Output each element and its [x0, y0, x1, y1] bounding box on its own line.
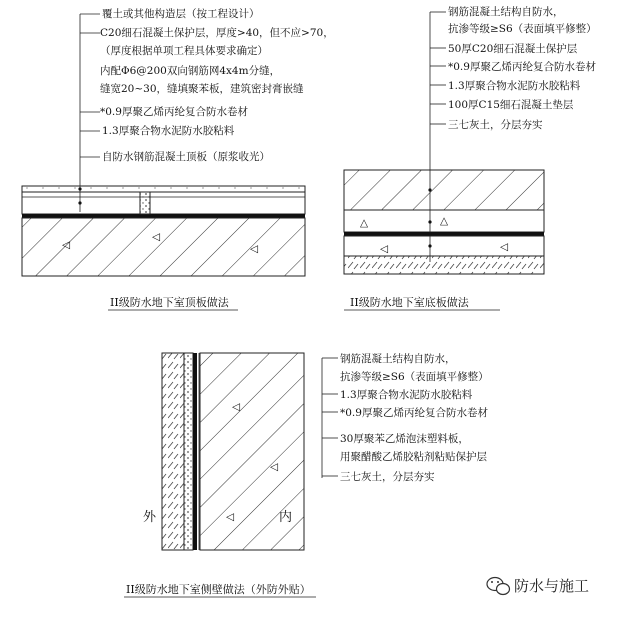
floor-lime-soil [344, 256, 544, 274]
wall-layer-7: 三七灰土，分层夯实 [340, 471, 435, 483]
wall-foam-board [184, 353, 193, 550]
wall-layer-4: *0.9厚聚乙烯丙纶复合防水卷材 [340, 407, 488, 419]
svg-text:◁: ◁ [380, 243, 389, 255]
wall-layer-3: 1.3厚聚合物水泥防水胶粘料 [340, 389, 473, 401]
roof-layer-8: 自防水钢筋混凝土顶板（原浆收光） [102, 151, 270, 163]
roof-cover-layer [22, 186, 305, 192]
wall-membrane [193, 353, 197, 550]
wall-layer-2: 抗渗等级≥S6（表面填平修整） [340, 371, 489, 383]
wall-layer-6: 用聚醋酸乙烯胶粘剂粘贴保护层 [340, 451, 487, 463]
wall-lime-soil [162, 353, 184, 550]
roof-caption: II级防水地下室顶板做法 [110, 296, 229, 309]
svg-text:△: △ [360, 217, 369, 229]
roof-layer-1: 覆土或其他构造层（按工程设计） [102, 8, 260, 20]
floor-layer-7: 三七灰土，分层夯实 [448, 119, 543, 131]
svg-text:△: △ [440, 215, 449, 227]
svg-text:◁: ◁ [500, 241, 509, 253]
floor-slab [344, 170, 544, 210]
floor-caption: II级防水地下室底板做法 [350, 296, 469, 309]
floor-layer-4: *0.9厚聚乙烯丙纶复合防水卷材 [448, 61, 596, 73]
floor-layer-6: 100厚C15细石混凝土垫层 [448, 99, 574, 111]
floor-layer-5: 1.3厚聚合物水泥防水胶粘料 [448, 80, 581, 92]
outside-label: 外 [143, 510, 157, 525]
floor-layer-2: 抗渗等级≥S6（表面填平修整） [448, 23, 597, 35]
floor-layer-1: 钢筋混凝土结构自防水， [448, 6, 564, 18]
watermark-text: 防水与施工 [514, 577, 590, 595]
svg-text:◁: ◁ [62, 239, 71, 251]
roof-membrane [22, 214, 305, 218]
roof-layer-5: 缝宽20~30，缝填聚苯板，建筑密封膏嵌缝 [100, 83, 304, 95]
roof-detail [22, 7, 334, 310]
roof-joint [140, 192, 150, 214]
svg-text:◁: ◁ [250, 243, 259, 255]
wall-layer-1: 钢筋混凝土结构自防水， [340, 353, 456, 365]
floor-cushion-layer [344, 236, 544, 256]
svg-text:◁: ◁ [152, 231, 161, 243]
inside-label: 内 [279, 510, 293, 525]
wall-detail [124, 352, 489, 597]
wall-caption: II级防水地下室侧壁做法（外防外贴） [126, 583, 311, 596]
svg-text:◁: ◁ [226, 511, 235, 523]
floor-detail [344, 5, 597, 310]
roof-layer-7: 1.3厚聚合物水泥防水胶粘料 [102, 125, 235, 137]
floor-membrane [344, 232, 544, 236]
roof-layer-2: C20细石混凝土保护层，厚度>40，但不应>70， [100, 27, 334, 39]
wechat-icon [487, 578, 510, 595]
roof-layer-3: （厚度根据单项工程具体要求确定） [100, 45, 268, 57]
watermark [487, 577, 589, 595]
roof-protection-layer [22, 192, 305, 214]
wall-layer-5: 30厚聚苯乙烯泡沫塑料板， [340, 433, 469, 445]
roof-layer-6: *0.9厚聚乙烯丙纶复合防水卷材 [100, 106, 248, 118]
svg-text:◁: ◁ [270, 461, 279, 473]
roof-layer-4: 内配Φ6@200双向钢筋网4x4m分缝， [100, 65, 281, 77]
svg-text:◁: ◁ [232, 401, 241, 413]
floor-layer-3: 50厚C20细石混凝土保护层 [448, 43, 578, 55]
